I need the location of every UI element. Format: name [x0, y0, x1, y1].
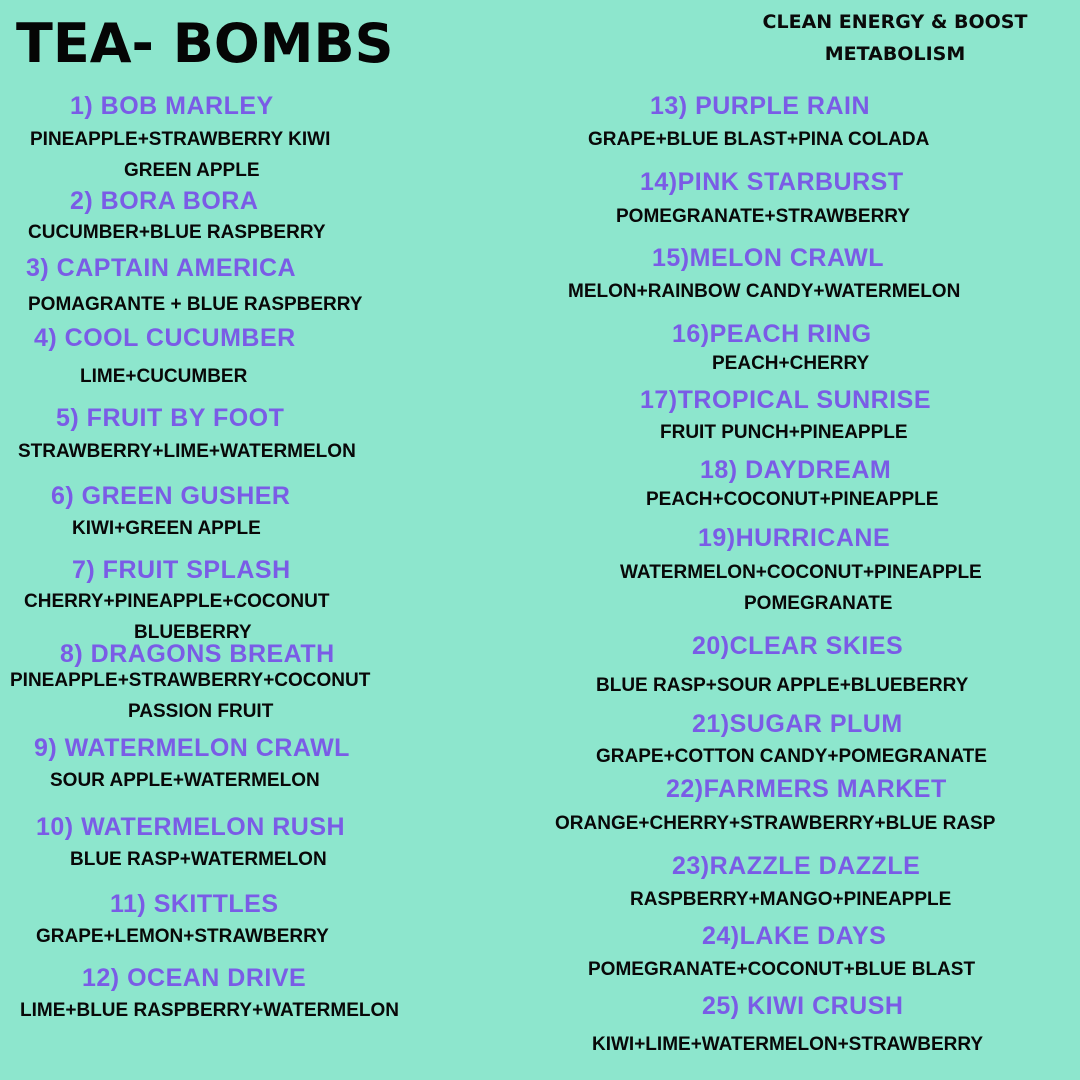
item-heading: 25) KIWI CRUSH	[702, 992, 904, 1020]
item-heading: 20)CLEAR SKIES	[692, 632, 904, 660]
item-heading: 7) FRUIT SPLASH	[72, 556, 291, 584]
item-flavors: LIME+BLUE RASPBERRY+WATERMELON	[20, 1000, 399, 1021]
item-flavors: POMEGRANATE+STRAWBERRY	[616, 206, 910, 227]
item-heading: 17)TROPICAL SUNRISE	[640, 386, 932, 414]
item-flavors: SOUR APPLE+WATERMELON	[50, 770, 320, 791]
item-flavors: CHERRY+PINEAPPLE+COCONUT	[24, 591, 330, 612]
item-flavors: POMEGRANATE+COCONUT+BLUE BLAST	[588, 959, 976, 980]
item-flavors: GRAPE+LEMON+STRAWBERRY	[36, 926, 329, 947]
item-heading: 19)HURRICANE	[698, 524, 891, 552]
item-flavors: GRAPE+BLUE BLAST+PINA COLADA	[588, 129, 930, 150]
item-heading: 9) WATERMELON CRAWL	[34, 734, 350, 762]
item-heading: 15)MELON CRAWL	[652, 244, 884, 272]
item-flavors: PINEAPPLE+STRAWBERRY+COCONUT	[10, 670, 371, 691]
item-flavors: LIME+CUCUMBER	[80, 366, 248, 387]
item-heading: 22)FARMERS MARKET	[666, 775, 947, 803]
item-flavors: BLUEBERRY	[134, 622, 252, 643]
item-flavors: ORANGE+CHERRY+STRAWBERRY+BLUE RASP	[555, 813, 996, 834]
item-flavors: PEACH+CHERRY	[712, 353, 870, 374]
item-flavors: GRAPE+COTTON CANDY+POMEGRANATE	[596, 746, 987, 767]
subtitle-line-2: METABOLISM	[824, 43, 966, 65]
item-flavors: POMEGRANATE	[744, 593, 893, 614]
item-flavors: BLUE RASP+WATERMELON	[70, 849, 327, 870]
item-heading: 3) CAPTAIN AMERICA	[26, 254, 297, 282]
item-heading: 21)SUGAR PLUM	[692, 710, 903, 738]
item-heading: 2) BORA BORA	[70, 187, 259, 215]
item-heading: 12) OCEAN DRIVE	[82, 964, 307, 992]
subtitle-line-1: CLEAN ENERGY & BOOST	[762, 11, 1028, 33]
item-flavors: KIWI+LIME+WATERMELON+STRAWBERRY	[592, 1034, 984, 1055]
item-heading: 18) DAYDREAM	[700, 456, 892, 484]
page-title: TEA- BOMBS	[16, 12, 394, 75]
item-heading: 11) SKITTLES	[110, 890, 279, 918]
item-heading: 10) WATERMELON RUSH	[36, 813, 346, 841]
item-flavors: MELON+RAINBOW CANDY+WATERMELON	[568, 281, 961, 302]
item-heading: 1) BOB MARLEY	[70, 92, 274, 120]
item-flavors: PASSION FRUIT	[128, 701, 274, 722]
item-heading: 16)PEACH RING	[672, 320, 872, 348]
item-heading: 23)RAZZLE DAZZLE	[672, 852, 921, 880]
item-heading: 5) FRUIT BY FOOT	[56, 404, 285, 432]
item-heading: 13) PURPLE RAIN	[650, 92, 871, 120]
item-flavors: KIWI+GREEN APPLE	[72, 518, 261, 539]
item-flavors: PINEAPPLE+STRAWBERRY KIWI	[30, 129, 331, 150]
item-flavors: RASPBERRY+MANGO+PINEAPPLE	[630, 889, 952, 910]
item-flavors: PEACH+COCONUT+PINEAPPLE	[646, 489, 939, 510]
item-flavors: POMAGRANTE + BLUE RASPBERRY	[28, 294, 363, 315]
item-flavors: STRAWBERRY+LIME+WATERMELON	[18, 441, 356, 462]
item-flavors: WATERMELON+COCONUT+PINEAPPLE	[620, 562, 982, 583]
item-heading: 6) GREEN GUSHER	[51, 482, 291, 510]
item-flavors: BLUE RASP+SOUR APPLE+BLUEBERRY	[596, 675, 969, 696]
item-heading: 24)LAKE DAYS	[702, 922, 887, 950]
item-flavors: FRUIT PUNCH+PINEAPPLE	[660, 422, 908, 443]
item-heading: 14)PINK STARBURST	[640, 168, 904, 196]
item-heading: 4) COOL CUCUMBER	[34, 324, 296, 352]
item-flavors: GREEN APPLE	[124, 160, 260, 181]
item-flavors: CUCUMBER+BLUE RASPBERRY	[28, 222, 326, 243]
subtitle	[740, 6, 1050, 70]
item-heading: 8) DRAGONS BREATH	[60, 640, 335, 668]
